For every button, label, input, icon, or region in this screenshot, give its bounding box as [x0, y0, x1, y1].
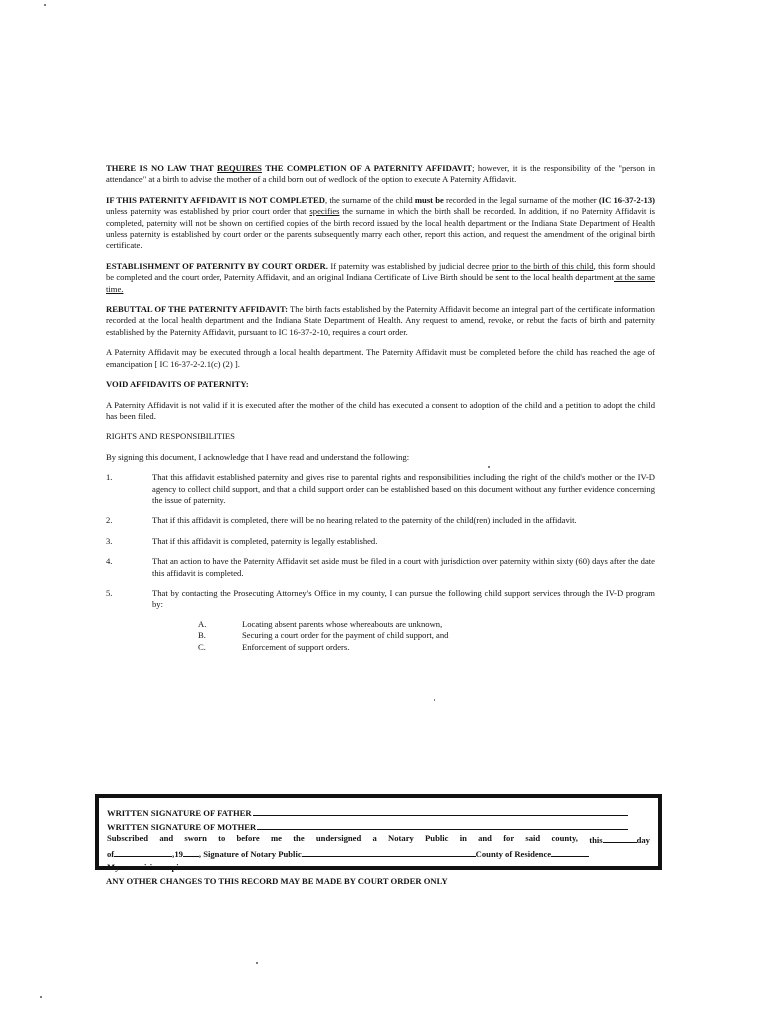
- year-field[interactable]: [183, 847, 199, 857]
- notary-signature-label: , Signature of Notary Public: [198, 848, 302, 859]
- scan-speck: [488, 466, 490, 468]
- sworn-word: county,: [551, 833, 578, 844]
- rights-heading: RIGHTS AND RESPONSIBILITIES: [106, 431, 235, 442]
- mother-signature-row: [107, 820, 650, 834]
- sublist-letter: A.: [198, 618, 207, 629]
- list-text: That by contacting the Prosecuting Attorney's Office in my county, I can pursue the following child support services through the IV-D program by:: [152, 587, 655, 610]
- prior-to-birth: prior to the birth of this child: [492, 260, 594, 271]
- intro-text: ; however, it is the responsibility of the "person in attendance" at a birth to advise the mother of a child born out of wedlock of the option to execute A Paternity Affidavit.: [106, 163, 655, 185]
- list-item: [106, 588, 655, 653]
- father-signature-label: WRITTEN SIGNATURE OF FATHER: [107, 808, 252, 818]
- sublist-item: [152, 619, 655, 630]
- sworn-word: for: [503, 833, 515, 844]
- rebuttal-heading: REBUTTAL OF THE PATERNITY AFFIDAVIT:: [106, 304, 288, 315]
- signature-box: [95, 794, 662, 873]
- sublist-text: Locating absent parents whose whereabouts are unknown,: [242, 618, 443, 629]
- sublist-item: [152, 642, 655, 653]
- day-label: day: [636, 835, 650, 846]
- mother-signature-label: WRITTEN SIGNATURE OF MOTHER: [107, 821, 257, 832]
- scan-speck: [40, 996, 42, 998]
- acknowledgement: By signing this document, I acknowledge that I have read and understand the following:: [106, 451, 410, 462]
- commission-expires-label: My commision expires: [107, 862, 190, 873]
- scan-speck: [434, 699, 435, 701]
- sublist-letter: C.: [198, 641, 206, 652]
- sworn-word: before: [236, 833, 260, 844]
- court-order-paragraph: [106, 261, 655, 295]
- executed-paragraph: A Paternity Affidavit may be executed through a local health department. The Paternity Affidavit must be completed before the child has reached the age of emancipation [ IC 16-37-2-2.1(c) (2) ].: [106, 347, 655, 369]
- list-item: [106, 515, 655, 526]
- list-number: 4.: [106, 556, 113, 567]
- list-number: 5.: [106, 587, 113, 598]
- not-completed-text-2: recorded in the legal surname of the mother: [443, 194, 599, 205]
- intro-heading: THERE IS NO LAW THAT: [106, 163, 214, 173]
- affidavit-instructions: [106, 163, 655, 662]
- list-number: 2.: [106, 515, 113, 526]
- statute-ref: (IC 16-37-2-13): [598, 194, 656, 205]
- not-completed-text-4: the surname in which the birth shall be recorded. In addition, if no Paternity Affidavit is completed, paternity will not be shown on certified copies of the birth record issued by the local health department or the Indiana State Department of Health unless paternity is established by court order or the parents subsequently marry each other, report this action, and request the amendment of the original birth certificate.: [106, 206, 655, 251]
- sworn-word: and: [478, 833, 492, 844]
- list-number: 3.: [106, 535, 113, 546]
- notary-signature-field[interactable]: [302, 847, 476, 857]
- not-completed-heading: IF THIS PATERNITY AFFIDAVIT IS NOT COMPLETED: [106, 194, 325, 205]
- county-field[interactable]: [551, 847, 589, 857]
- sworn-word: this: [589, 835, 603, 846]
- not-completed-text-3: unless paternity was established by prior court order that: [106, 206, 310, 217]
- same-time: at the same time.: [106, 272, 655, 294]
- sworn-word: Public: [425, 833, 449, 844]
- intro-paragraph: [106, 163, 655, 186]
- requires-word: REQUIRES: [217, 163, 262, 173]
- sublist-text: Enforcement of support orders.: [242, 641, 350, 652]
- sublist-item: [152, 630, 655, 641]
- list-item: [106, 556, 655, 579]
- sworn-word: a: [372, 833, 377, 844]
- court-order-text-2: , this form should be completed and the court order, Paternity Affidavit, and an original Indiana Certificate of Live Birth should be sent to the local health department: [106, 260, 655, 283]
- sworn-word: Subscribed: [107, 833, 149, 844]
- void-heading: VOID AFFIDAVITS OF PATERNITY:: [106, 379, 249, 390]
- commission-row: [107, 860, 650, 874]
- court-order-heading: ESTABLISHMENT OF PATERNITY BY COURT ORDER.: [106, 260, 328, 271]
- year-prefix: ,19: [172, 848, 183, 859]
- must-be: must be: [414, 194, 444, 205]
- scan-speck: [256, 962, 258, 964]
- rebuttal-text: The birth facts established by the Paternity Affidavit become an integral part of the certificate information recorded at the local health department and the Indiana State Department of Health. Any request to amend, revoke, or rebut the facts of birth and paternity established by the Paternity Affidavit, pursuant to IC 16-37-2-10, requires a court order.: [106, 304, 655, 337]
- scan-speck: [44, 4, 46, 6]
- void-paragraph: A Paternity Affidavit is not valid if it is executed after the mother of the child has executed a consent to adoption of the child and a petition to adopt the child has been filed.: [106, 399, 655, 421]
- mother-signature-field[interactable]: [257, 820, 628, 830]
- county-of-residence-label: County of Residence: [475, 848, 552, 859]
- sworn-word: me: [270, 833, 282, 844]
- list-text: That if this affidavit is completed, paternity is legally established.: [152, 535, 378, 546]
- of-label: of: [107, 848, 115, 859]
- court-order-footer: ANY OTHER CHANGES TO THIS RECORD MAY BE MADE BY COURT ORDER ONLY: [106, 876, 448, 886]
- sworn-word: undersigned: [315, 833, 362, 844]
- month-field[interactable]: [114, 847, 172, 857]
- list-text: That if this affidavit is completed, there will be no hearing related to the paternity of the child(ren) included in the affidavit.: [152, 515, 577, 526]
- day-field[interactable]: [603, 833, 637, 843]
- list-text: That this affidavit established paternity and gives rise to parental rights and responsibilities including the right of the child's mother or the IV-D agency to collect child support, and that a child support order can be established based on this document without any further evidence concerning the issue of paternity.: [152, 472, 655, 505]
- sworn-word: in: [459, 833, 467, 844]
- notary-row: [107, 847, 650, 861]
- sworn-word: to: [218, 833, 226, 844]
- sworn-word: said: [525, 833, 541, 844]
- rebuttal-paragraph: [106, 304, 655, 338]
- sworn-word: the: [293, 833, 305, 844]
- list-number: 1.: [106, 472, 113, 483]
- court-order-text-1: If paternity was established by judicial decree: [327, 260, 492, 271]
- sworn-word: sworn: [184, 833, 207, 844]
- service-sublist: [152, 619, 655, 653]
- not-completed-text-1: , the surname of the child: [324, 194, 415, 205]
- not-completed-paragraph: [106, 195, 655, 252]
- father-signature-field[interactable]: [253, 806, 628, 816]
- list-item: [106, 536, 655, 547]
- list-item: [106, 472, 655, 506]
- intro-heading-end: THE COMPLETION OF A PATERNITY AFFIDAVIT: [265, 163, 473, 173]
- sublist-text: Securing a court order for the payment of child support, and: [242, 630, 449, 641]
- father-signature-row: [107, 806, 650, 820]
- sworn-word: Notary: [388, 833, 414, 844]
- specifies-word: specifies: [309, 206, 340, 217]
- commission-expires-field[interactable]: [189, 860, 293, 870]
- list-text: That an action to have the Paternity Affidavit set aside must be filed in a court with jurisdiction over paternity within sixty (60) days after the date this affidavit is completed.: [152, 556, 655, 578]
- sublist-letter: B.: [198, 630, 206, 641]
- day-group: [589, 833, 650, 847]
- sworn-statement-row: [107, 833, 650, 847]
- sworn-word: and: [159, 833, 174, 844]
